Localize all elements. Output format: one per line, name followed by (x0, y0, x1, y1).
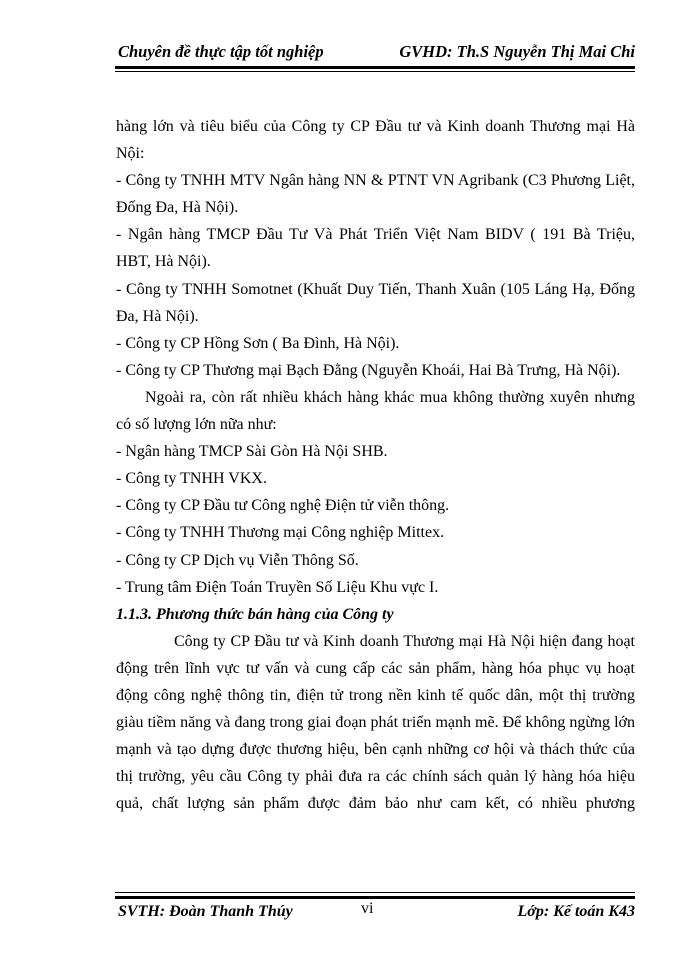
other-customers-intro: Ngoài ra, còn rất nhiều khách hàng khác mua không thường xuyên nhưng có số lượng lớn nữa như: (116, 388, 635, 434)
other-customer-item: - Công ty CP Đầu tư Công nghệ Điện tử viễn thông. (116, 497, 450, 515)
header-course-title: Chuyên đề thực tập tốt nghiệp (118, 42, 324, 61)
other-customer-item: - Công ty TNHH Thương mại Công nghiệp Mittex. (116, 524, 445, 542)
page-header (115, 40, 635, 66)
other-customer-item: - Ngân hàng TMCP Sài Gòn Hà Nội SHB. (116, 443, 388, 461)
footer-rule-thick (115, 896, 635, 899)
footer-rule-thin (115, 892, 635, 893)
customer-item-bidv: - Ngân hàng TMCP Đầu Tư Và Phát Triển Việt Nam BIDV ( 191 Bà Triệu, HBT, Hà Nội). (116, 226, 635, 271)
footer-student: SVTH: Đoàn Thanh Thúy (118, 903, 293, 920)
footer-class: Lớp: Kế toán K43 (517, 903, 635, 920)
other-customer-item: - Công ty CP Dịch vụ Viễn Thông Số. (116, 551, 359, 569)
header-rule-thin (115, 71, 635, 72)
customer-item-agribank: - Công ty TNHH MTV Ngân hàng NN & PTNT VN Agribank (C3 Phương Liệt, Đống Đa, Hà Nội). (116, 172, 635, 217)
page-number: vi (361, 900, 374, 917)
page-footer (115, 900, 635, 924)
intro-paragraph: hàng lớn và tiêu biểu của Công ty CP Đầu tư và Kinh doanh Thương mại Hà Nội: (116, 118, 635, 163)
other-customer-item: - Trung tâm Điện Toán Truyền Số Liệu Khu vực I. (116, 578, 439, 596)
section-paragraph: Công ty CP Đầu tư và Kinh doanh Thương mại Hà Nội hiện đang hoạt động trên lĩnh vực tư vấn và cung cấp các sản phẩm, hàng hóa phục vụ hoạt động công nghệ thông tin, điện tử trong nền kinh tế quốc dân, một thị trường giàu tiềm năng và đang trong giai đoạn phát triển mạnh mẽ. Để không ngừng lớn mạnh và tạo dựng được thương hiệu, bên cạnh những cơ hội và thách thức của thị trường, yêu cầu Công ty phải đưa ra các chính sách quản lý hàng hóa hiệu quả, chất lượng sản phẩm được đảm bảo như cam kết, có nhiều phương (116, 632, 635, 813)
customer-item-hong-son: - Công ty CP Hồng Sơn ( Ba Đình, Hà Nội). (116, 334, 400, 352)
other-customer-item: - Công ty TNHH VKX. (116, 470, 267, 488)
section-heading: 1.1.3. Phương thức bán hàng của Công ty (116, 605, 394, 623)
customer-item-bach-dang: - Công ty CP Thương mại Bạch Đằng (Nguyễn Khoái, Hai Bà Trưng, Hà Nội). (116, 361, 621, 379)
header-rule-thick (115, 66, 635, 69)
customer-item-somotnet: - Công ty TNHH Somotnet (Khuất Duy Tiến, Thanh Xuân (105 Láng Hạ, Đống Đa, Hà Nội). (116, 280, 635, 325)
document-body (116, 113, 635, 817)
header-supervisor: GVHD: Th.S Nguyễn Thị Mai Chi (399, 42, 635, 61)
